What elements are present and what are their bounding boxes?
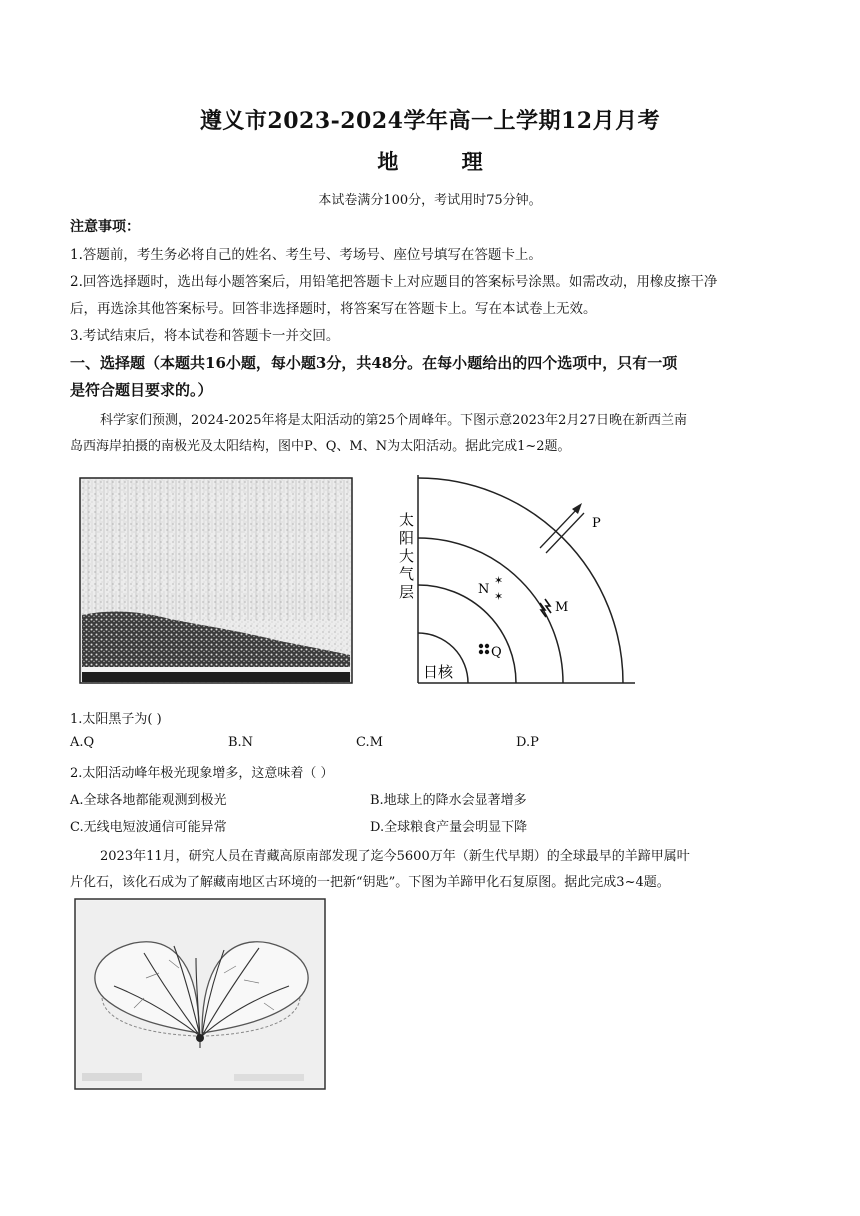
figure-svg xyxy=(70,463,640,693)
label-m: M xyxy=(555,600,569,615)
figure-aurora-sun xyxy=(70,463,640,693)
leaf-svg xyxy=(74,898,328,1093)
note-item: 2.回答选择题时，选出每小题答案后，用铅笔把答题卡上对应题目的答案标号涂黑。如需改动，用橡皮擦干净 xyxy=(70,274,718,290)
atmosphere-label-char: 大 xyxy=(399,547,415,565)
svg-text:✶: ✶ xyxy=(494,590,504,603)
label-n: N xyxy=(478,582,490,597)
figure-leaf-fossil xyxy=(74,898,328,1093)
atmosphere-label-char: 阳 xyxy=(399,529,415,547)
question-2-stem: 2.太阳活动峰年极光现象增多，这意味着（ ） xyxy=(70,766,334,781)
q1-option-a: A.Q xyxy=(70,735,95,750)
n-marks xyxy=(494,574,503,603)
q1-option-d: D.P xyxy=(516,735,539,750)
label-p: P xyxy=(592,516,601,531)
q2-option-d: D.全球粮食产量会明显下降 xyxy=(370,820,528,835)
q2-option-a: A.全球各地都能观测到极光 xyxy=(70,793,227,808)
exam-title: 遵义市2023-2024学年高一上学期12月月考 xyxy=(199,108,661,134)
section-heading-cont: 是符合题目要求的。） xyxy=(70,381,213,399)
subject-title: 地 理 xyxy=(377,149,511,174)
q-marks xyxy=(479,644,489,654)
aurora-photo xyxy=(80,478,352,683)
q1-option-b: B.N xyxy=(228,735,254,750)
core-label: 日核 xyxy=(423,663,454,681)
passage-2-line: 2023年11月，研究人员在青藏高原南部发现了迄今5600万年（新生代早期）的全球最早的羊蹄甲属叶 xyxy=(100,849,690,864)
svg-text:✶: ✶ xyxy=(494,574,504,587)
note-item: 后，再选涂其他答案标号。回答非选择题时，将答案写在答题卡上。写在本试卷上无效。 xyxy=(70,301,597,317)
atmosphere-label-char: 层 xyxy=(399,583,415,601)
p-arrows xyxy=(540,503,584,553)
section-heading: 一、选择题（本题共16小题，每小题3分，共48分。在每小题给出的四个选项中，只有一项 xyxy=(70,354,678,372)
q1-option-c: C.M xyxy=(356,735,383,750)
note-item: 1.答题前，考生务必将自己的姓名、考生号、考场号、座位号填写在答题卡上。 xyxy=(70,247,542,263)
passage-2-line: 片化石，该化石成为了解藏南地区古环境的一把新“钥匙”。下图为羊蹄甲化石复原图。据此完成3~4题。 xyxy=(70,875,670,890)
note-item: 3.考试结束后，将本试卷和答题卡一并交回。 xyxy=(70,328,340,344)
q2-option-c: C.无线电短波通信可能异常 xyxy=(70,820,227,835)
atmosphere-label-char: 太 xyxy=(399,511,415,529)
notes-heading: 注意事项： xyxy=(70,219,140,235)
atmosphere-label-char: 气 xyxy=(399,565,415,583)
solar-structure-diagram xyxy=(399,475,635,683)
exam-info: 本试卷满分100分，考试用时75分钟。 xyxy=(318,193,542,208)
label-q: Q xyxy=(491,645,502,660)
passage-1-line: 岛西海岸拍摄的南极光及太阳结构，图中P、Q、M、N为太阳活动。据此完成1~2题。 xyxy=(70,439,571,454)
q2-option-b: B.地球上的降水会显著增多 xyxy=(370,793,527,808)
passage-1-line: 科学家们预测，2024-2025年将是太阳活动的第25个周峰年。下图示意2023年2月27日晚在新西兰南 xyxy=(100,413,687,428)
question-1-stem: 1.太阳黑子为( ) xyxy=(70,712,162,727)
